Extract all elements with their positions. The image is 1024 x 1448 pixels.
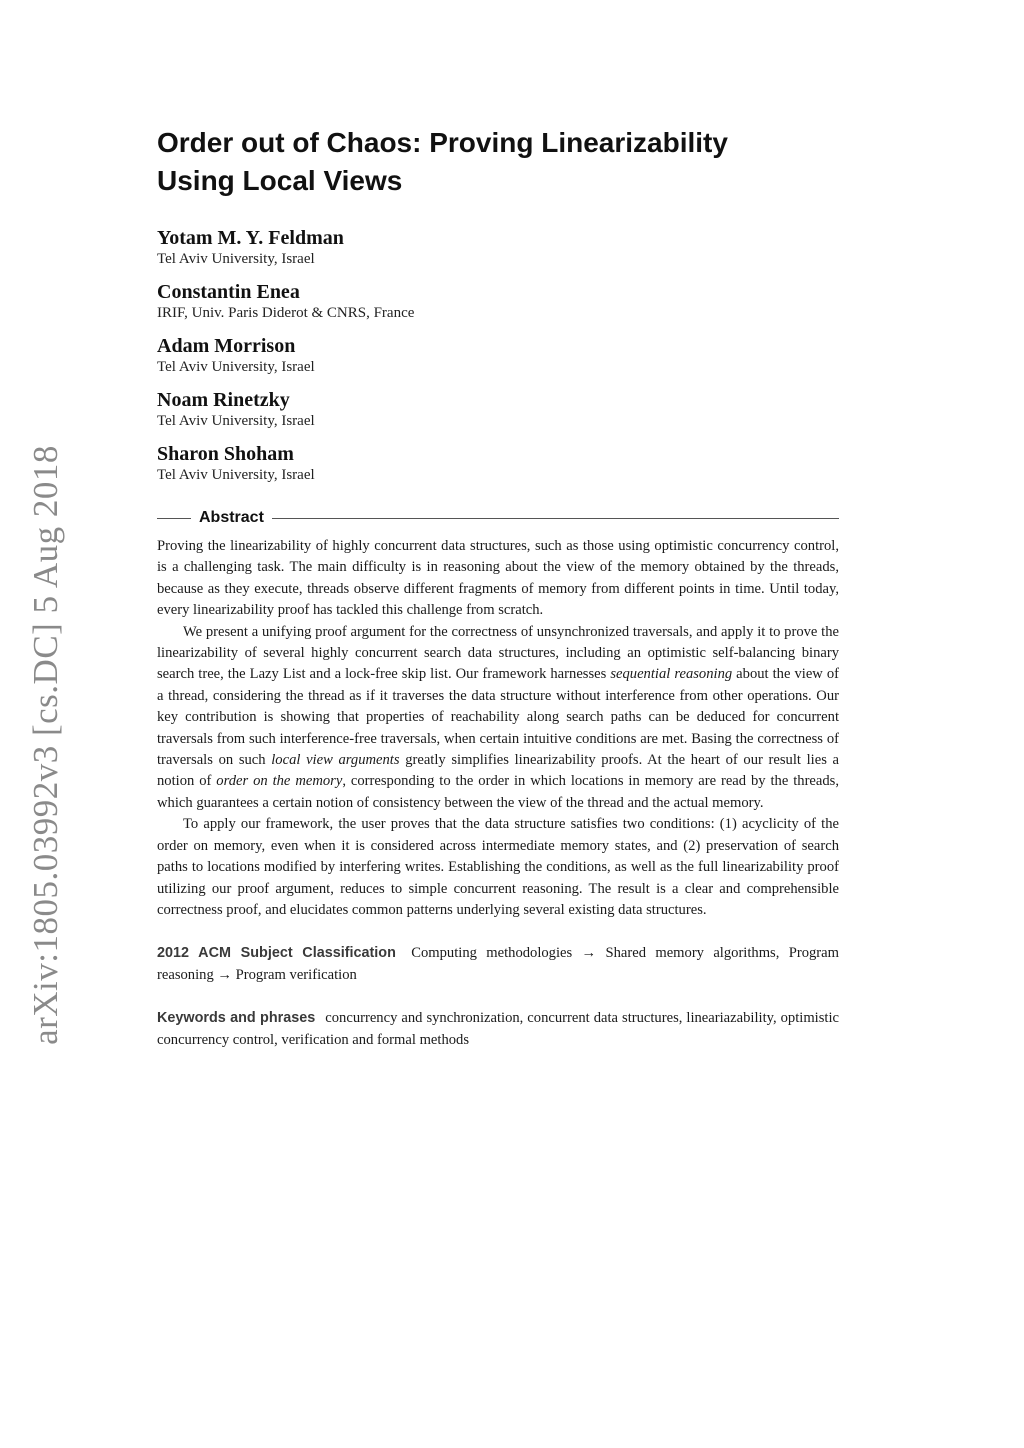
abstract-p2-emphasis-local-view-arguments: local view arguments xyxy=(271,752,400,769)
acm-classification-label: 2012 ACM Subject Classification xyxy=(157,945,396,962)
author-name: Yotam M. Y. Feldman xyxy=(157,227,344,249)
author-affiliation: Tel Aviv University, Israel xyxy=(157,413,315,429)
author-affiliation: Tel Aviv University, Israel xyxy=(157,359,315,375)
abstract-p2-text-b: about the view of a thread, considering the thread as if it traverses the data structure without interference from other operations. Our key contribution is showing that properties of reachability along search paths can be deduced for concurrent traversals from such interference-free traversals, when certain intuitive conditions are met. Basing the correctness of traversals on such xyxy=(157,666,840,769)
abstract-p2-text-a: We present a unifying proof argument for the correctness of unsynchronized traversals, and apply it to prove the linearizability of several highly concurrent search data structures, including an optimistic self-balancing binary search tree, the Lazy List and a lock-free skip list. Our framework harnesses xyxy=(157,623,839,683)
author-name: Sharon Shoham xyxy=(157,443,294,465)
abstract-heading xyxy=(157,508,839,528)
acm-classification-text: Computing methodologies → Shared memory algorithms, Program reasoning → Program verification xyxy=(157,945,839,983)
author-name: Adam Morrison xyxy=(157,335,296,357)
abstract-body xyxy=(157,536,839,921)
author-affiliation: Tel Aviv University, Israel xyxy=(157,467,315,483)
author-affiliation: IRIF, Univ. Paris Diderot & CNRS, France xyxy=(157,305,415,321)
keywords-label: Keywords and phrases xyxy=(157,1010,316,1027)
author-affiliation: Tel Aviv University, Israel xyxy=(157,251,315,267)
abstract-p2-text-d: , corresponding to the order in which locations in memory are read by the threads, which guarantees a certain notion of consistency between the view of the thread and the actual memory. xyxy=(157,773,840,811)
author-entry xyxy=(157,388,839,431)
abstract-p2-emphasis-order-on-memory: order on the memory xyxy=(216,773,343,790)
abstract-heading-label: Abstract xyxy=(199,509,264,526)
author-entry xyxy=(157,280,839,323)
abstract-p2-emphasis-sequential-reasoning: sequential reasoning xyxy=(610,666,733,683)
abstract-paragraph-1: Proving the linearizability of highly concurrent data structures, such as those using optimistic concurrency control, is a challenging task. The main difficulty is in reasoning about the view of the memory obtained by the threads, because as they execute, threads observe different fragments of memory from different points in time. Until today, every linearizability proof has tackled this challenge from scratch. xyxy=(157,538,839,619)
arxiv-identifier: arXiv:1805.03992v3 [cs.DC] 5 Aug 2018 xyxy=(26,445,65,1045)
author-name: Constantin Enea xyxy=(157,281,300,303)
author-entry xyxy=(157,442,839,485)
abstract-rule-right xyxy=(272,518,839,519)
paper-page xyxy=(157,124,839,1051)
author-name: Noam Rinetzky xyxy=(157,389,290,411)
keywords xyxy=(157,1008,839,1051)
abstract-p2-text-c: greatly simplifies linearizability proofs. At the heart of our result lies a notion of xyxy=(157,752,840,790)
title-line-2: Using Local Views xyxy=(157,165,403,196)
abstract-paragraph-3: To apply our framework, the user proves that the data structure satisfies two conditions: (1) acyclicity of the order on memory, even when it is considered across intermediate memory states, and (2) preservation of search paths to locations modified by interfering writes. Establishing the conditions, as well as the full linearizability proof utilizing our proof argument, reduces to simple concurrent reasoning. The result is a clear and comprehensible correctness proof, and elucidates common patterns underlying several existing data structures. xyxy=(157,816,839,918)
abstract-paragraph-2 xyxy=(157,622,839,815)
author-list xyxy=(157,226,839,485)
paper-title xyxy=(157,124,839,200)
acm-classification xyxy=(157,943,839,986)
author-entry xyxy=(157,334,839,377)
abstract-rule-left xyxy=(157,518,191,519)
title-line-1: Order out of Chaos: Proving Linearizability xyxy=(157,127,728,158)
keywords-text: concurrency and synchronization, concurrent data structures, lineariazability, optimistic concurrency control, verification and formal methods xyxy=(157,1010,839,1048)
author-entry xyxy=(157,226,839,269)
